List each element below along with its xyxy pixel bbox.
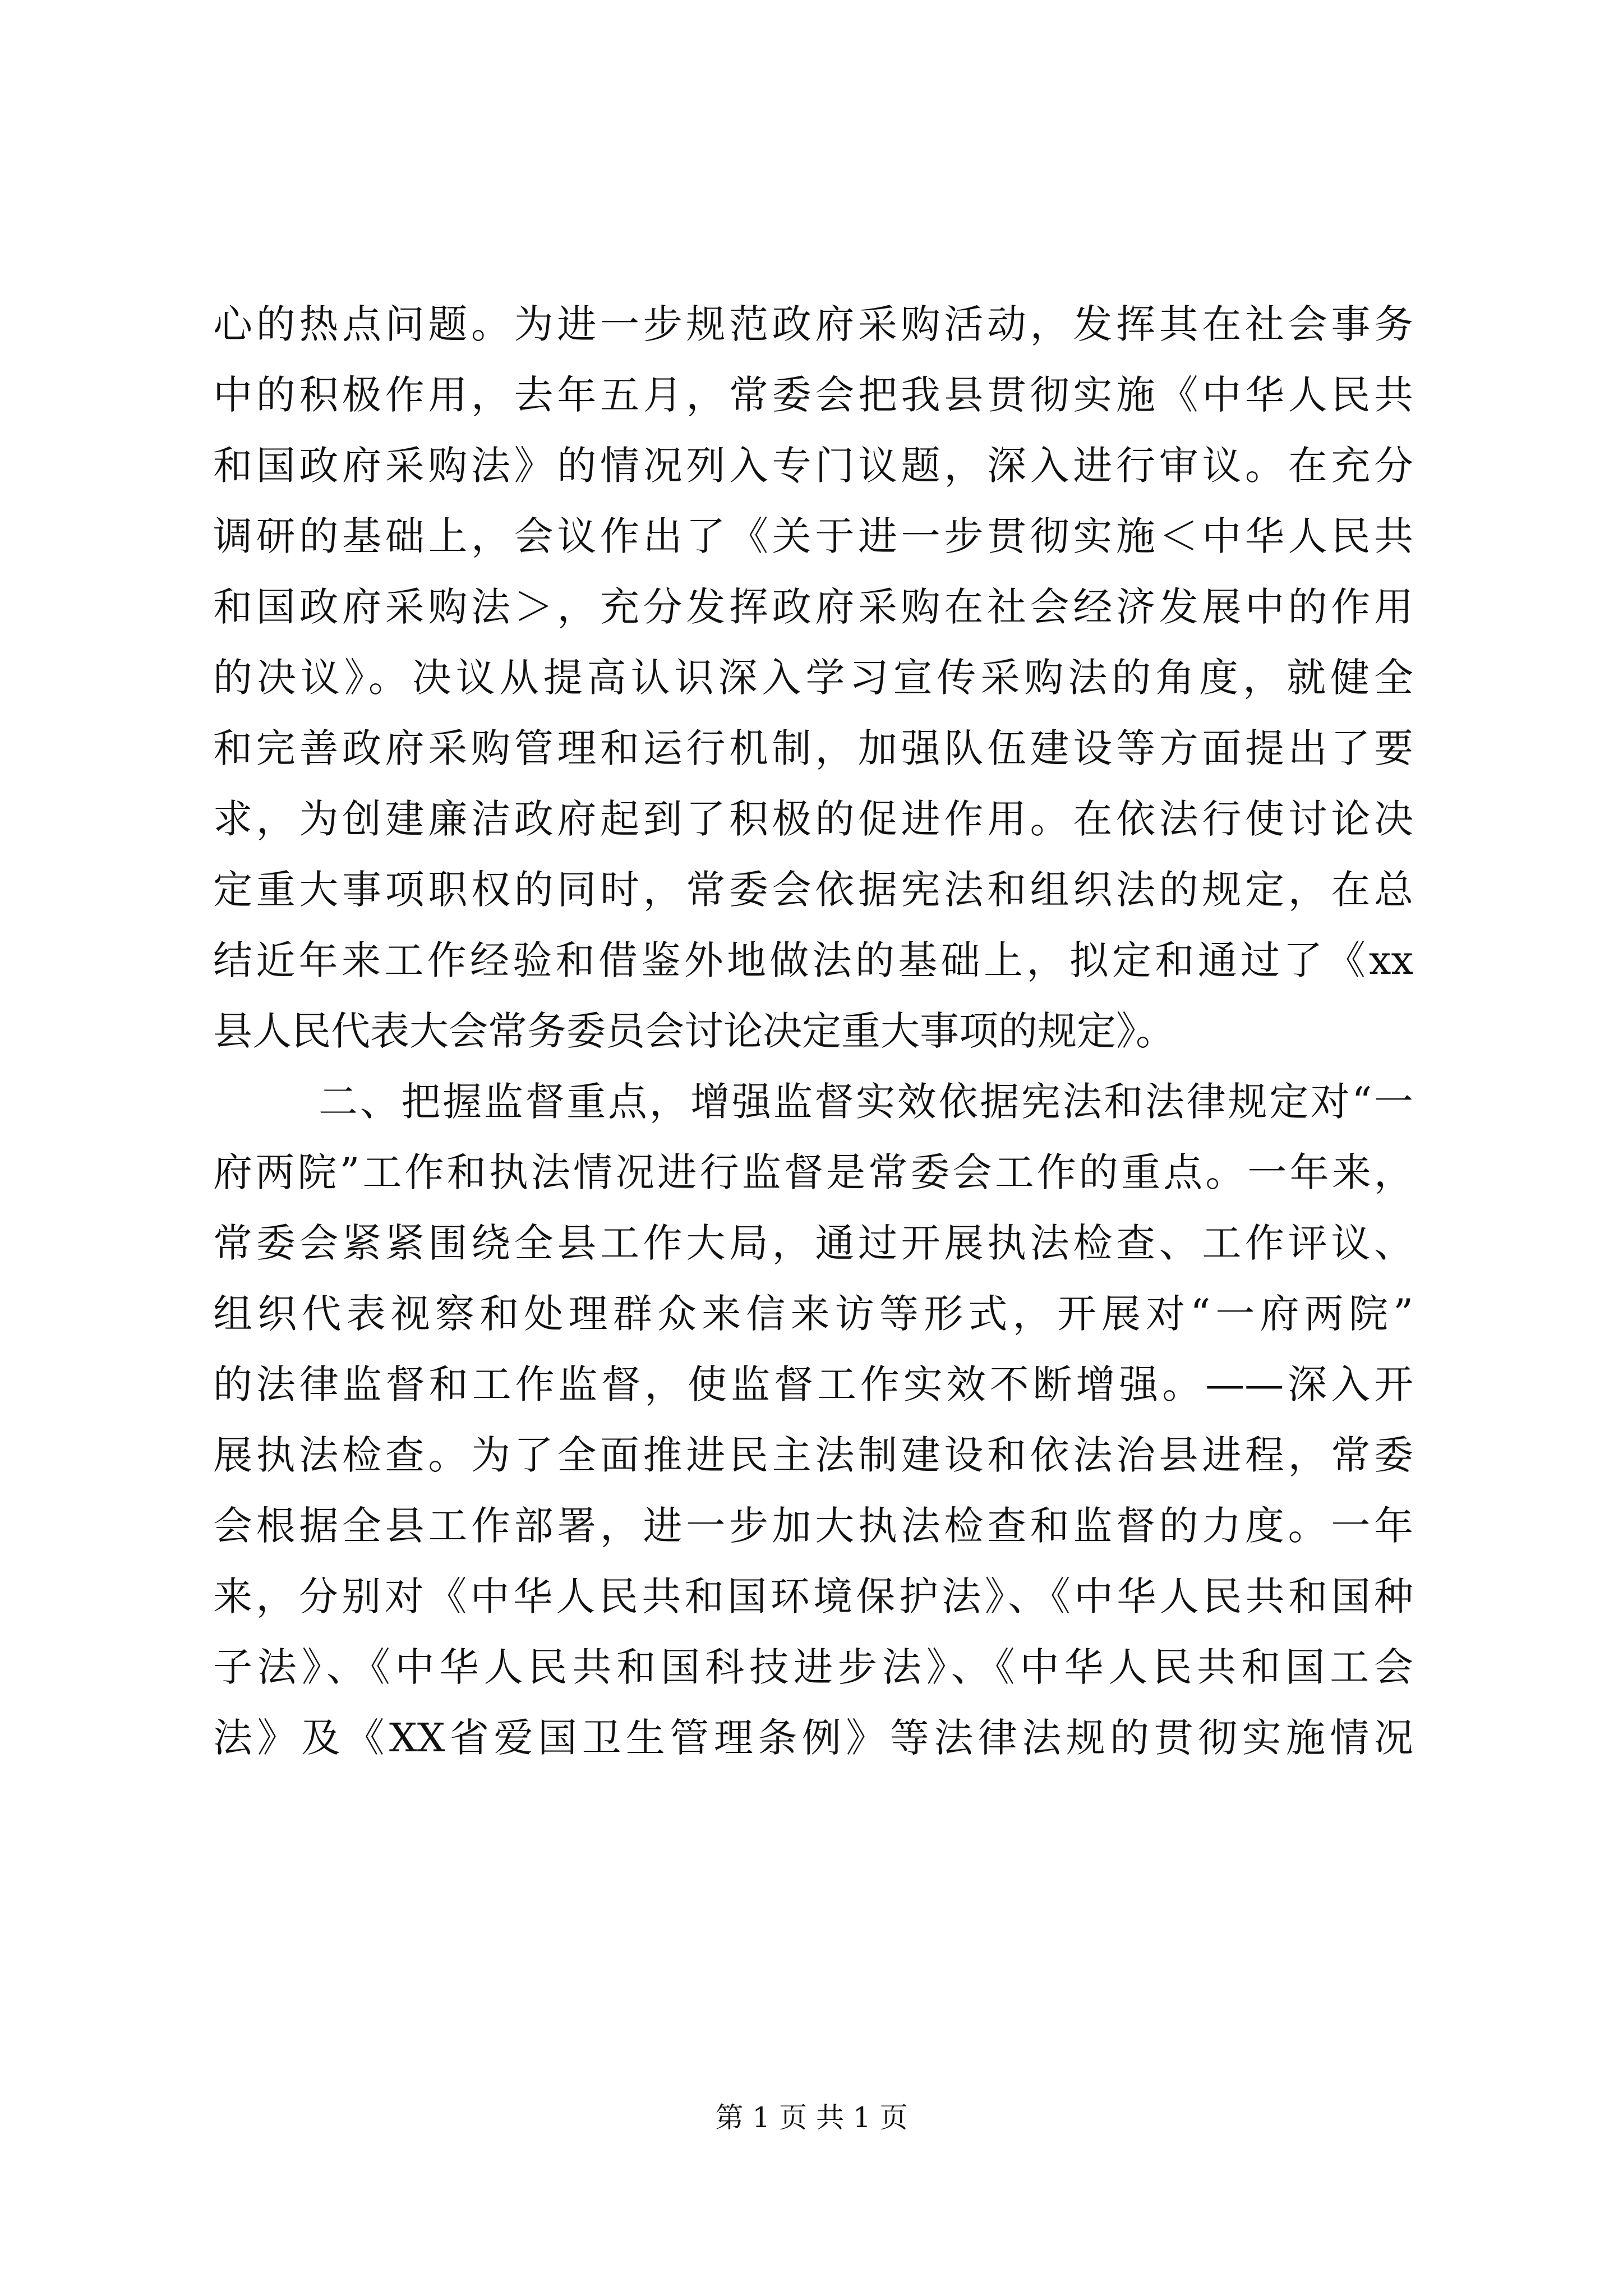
body-line-9: 定重大事项职权的同时，常委会依据宪法和组织法的规定，在总 [213, 867, 1413, 913]
body-line-5: 和国政府采购法＞，充分发挥政府采购在社会经济发展中的作用 [213, 584, 1413, 630]
body-line-18: 会根据全县工作部署，进一步加大执法检查和监督的力度。一年 [213, 1503, 1413, 1549]
body-line-16: 的法律监督和工作监督，使监督工作实效不断增强。——深入开 [213, 1361, 1413, 1407]
body-line-14: 常委会紧紧围绕全县工作大局，通过开展执法检查、工作评议、 [213, 1220, 1413, 1266]
body-line-15: 组织代表视察和处理群众来信来访等形式，开展对“一府两院” [213, 1291, 1413, 1337]
body-line-1: 心的热点问题。为进一步规范政府采购活动，发挥其在社会事务 [213, 301, 1413, 347]
body-line-3: 和国政府采购法》的情况列入专门议题，深入进行审议。在充分 [213, 443, 1413, 489]
body-line-6: 的决议》。决议从提高认识深入学习宣传采购法的角度，就健全 [213, 655, 1413, 701]
document-body [213, 289, 1413, 1773]
body-line-13: 府两院”工作和执法情况进行监督是常委会工作的重点。一年来， [213, 1149, 1413, 1195]
body-line-4: 调研的基础上，会议作出了《关于进一步贯彻实施＜中华人民共 [213, 513, 1413, 559]
page-number-label: 第 1 页 共 1 页 [715, 2101, 908, 2134]
body-line-10: 结近年来工作经验和借鉴外地做法的基础上，拟定和通过了《xx [213, 937, 1413, 983]
body-line-20: 子法》、《中华人民共和国科技进步法》、《中华人民共和国工会 [213, 1644, 1413, 1690]
body-line-7: 和完善政府采购管理和运行机制，加强队伍建设等方面提出了要 [213, 725, 1413, 771]
body-line-19: 来，分别对《中华人民共和国环境保护法》、《中华人民共和国种 [213, 1573, 1413, 1619]
body-line-21: 法》及《XX省爱国卫生管理条例》等法律法规的贯彻实施情况 [213, 1715, 1413, 1761]
body-line-11: 县人民代表大会常务委员会讨论决定重大事项的规定》。 [213, 1008, 1175, 1054]
body-line-8: 求，为创建廉洁政府起到了积极的促进作用。在依法行使讨论决 [213, 796, 1413, 842]
body-line-12: 二、把握监督重点，增强监督实效依据宪法和法律规定对“一 [319, 1079, 1413, 1125]
body-line-2: 中的积极作用，去年五月，常委会把我县贯彻实施《中华人民共 [213, 372, 1413, 418]
body-line-17: 展执法检查。为了全面推进民主法制建设和依法治县进程，常委 [213, 1432, 1413, 1478]
page-footer [0, 2101, 1623, 2134]
